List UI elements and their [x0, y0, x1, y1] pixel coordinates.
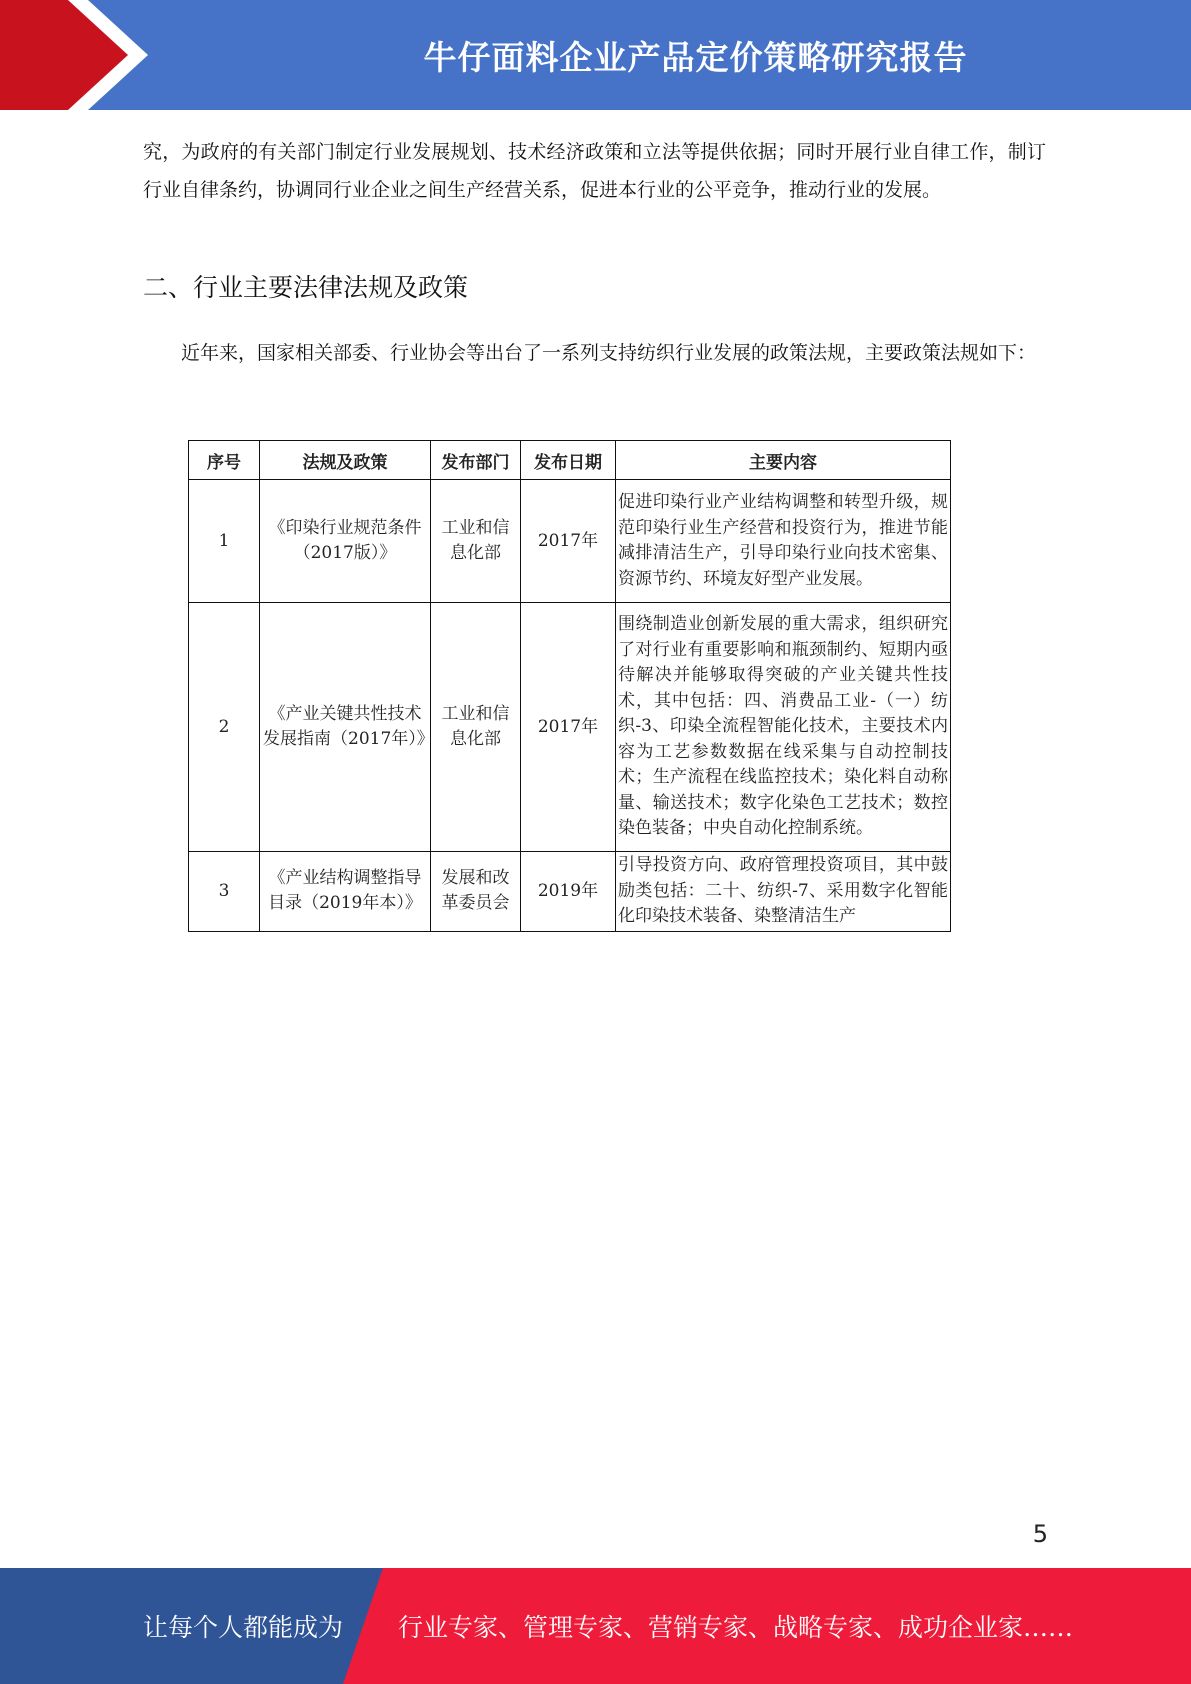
- section-heading: 二、行业主要法律法规及政策: [143, 273, 469, 302]
- cell-content: 促进印染行业产业结构调整和转型升级，规范印染行业生产经营和投资行为，推进节能减排清洁生产，引导印染行业向技术密集、资源节约、环境友好型产业发展。: [616, 480, 951, 603]
- policy-table: [188, 440, 951, 932]
- header-date: 发布日期: [521, 441, 616, 480]
- cell-department: 工业和信息化部: [431, 603, 521, 852]
- report-title: 牛仔面料企业产品定价策略研究报告: [423, 37, 968, 77]
- header-no: 序号: [189, 441, 260, 480]
- header-policy: 法规及政策: [260, 441, 431, 480]
- table-row: [189, 852, 951, 932]
- cell-date: 2019年: [521, 852, 616, 932]
- table-header-row: [189, 441, 951, 480]
- cell-policy: 《印染行业规范条件（2017版）》: [260, 480, 431, 603]
- cell-no: 1: [189, 480, 260, 603]
- cell-department: 工业和信息化部: [431, 480, 521, 603]
- page-footer: [0, 1568, 1191, 1684]
- footer-slogan-right: 行业专家、管理专家、营销专家、战略专家、成功企业家……: [398, 1613, 1074, 1642]
- header-department: 发布部门: [431, 441, 521, 480]
- cell-policy: 《产业关键共性技术发展指南（2017年）》: [260, 603, 431, 852]
- cell-date: 2017年: [521, 603, 616, 852]
- cell-department: 发展和改革委员会: [431, 852, 521, 932]
- header-content: 主要内容: [616, 441, 951, 480]
- page-header: [0, 0, 1191, 110]
- cell-content: 围绕制造业创新发展的重大需求，组织研究了对行业有重要影响和瓶颈制约、短期内亟待解决并能够取得突破的产业关键共性技术，其中包括：四、消费品工业-（一）纺织-3、印染全流程智能化技术，主要技术内容为工艺参数数据在线采集与自动控制技术；生产流程在线监控技术；染化料自动称量、输送技术；数字化染色工艺技术；数控染色装备；中央自动化控制系统。: [616, 603, 951, 852]
- page-number: 5: [1032, 1520, 1048, 1548]
- footer-slogan-left: 让每个人都能成为: [143, 1613, 344, 1642]
- cell-policy: 《产业结构调整指导目录（2019年本）》: [260, 852, 431, 932]
- cell-no: 3: [189, 852, 260, 932]
- table-row: [189, 603, 951, 852]
- section-paragraph: 近年来，国家相关部委、行业协会等出台了一系列支持纺织行业发展的政策法规，主要政策法规如下：: [181, 342, 1037, 364]
- intro-paragraph: 究，为政府的有关部门制定行业发展规划、技术经济政策和立法等提供依据；同时开展行业自律工作，制订行业自律条约，协调同行业企业之间生产经营关系，促进本行业的公平竞争，推动行业的发展。: [143, 141, 1046, 201]
- cell-date: 2017年: [521, 480, 616, 603]
- cell-no: 2: [189, 603, 260, 852]
- cell-content: 引导投资方向、政府管理投资项目，其中鼓励类包括：二十、纺织-7、采用数字化智能化印染技术装备、染整清洁生产: [616, 852, 951, 932]
- table-row: [189, 480, 951, 603]
